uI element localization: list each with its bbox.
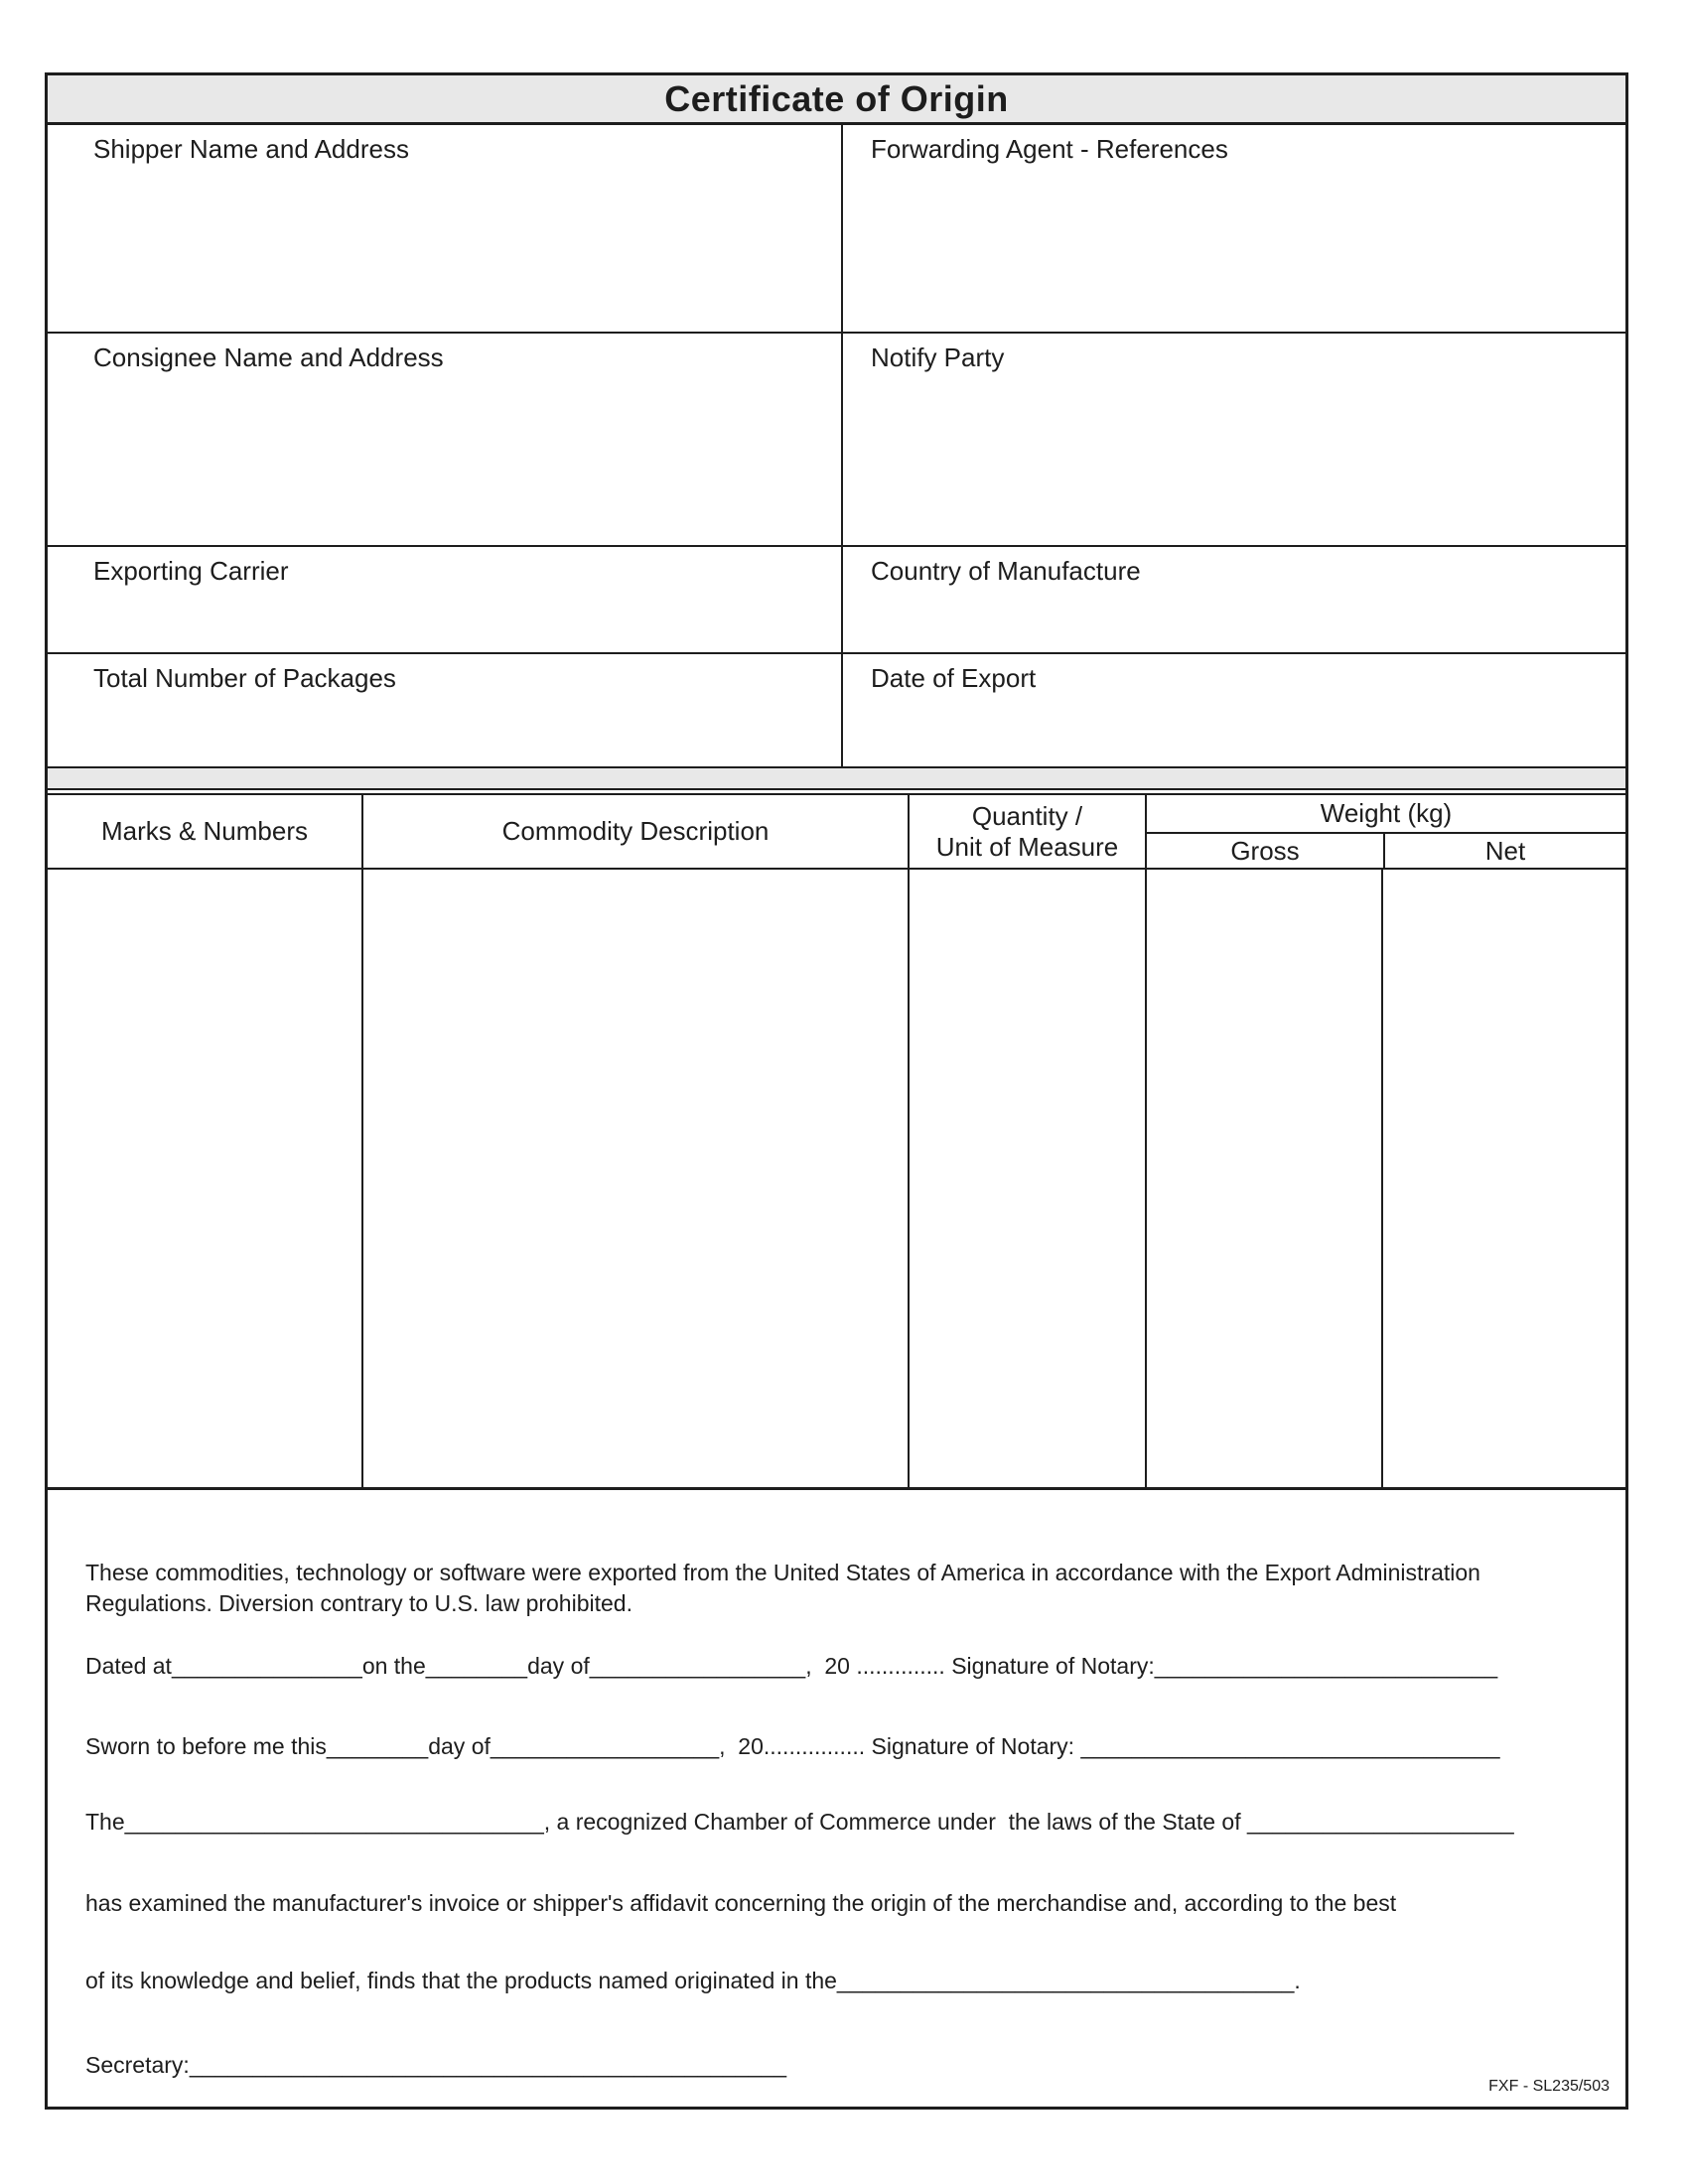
table-body-gross[interactable] xyxy=(1147,870,1383,1490)
dated-notary-line: Dated at_______________on the________day of_________________, 20 .............. Signature of Notary:___________________________ xyxy=(85,1653,1498,1679)
field-notify-party[interactable] xyxy=(843,334,1625,547)
column-header-quantity xyxy=(910,795,1147,870)
commodity-table xyxy=(48,793,1625,1490)
field-forwarding-agent[interactable] xyxy=(843,125,1625,334)
certification-statement-section xyxy=(48,1490,1625,2104)
column-header-weight xyxy=(1147,795,1625,834)
products-origin-line: of its knowledge and belief, finds that the products named originated in the____________________________________. xyxy=(85,1968,1301,1993)
field-total-packages[interactable] xyxy=(48,654,843,768)
field-country-of-manufacture-label: Country of Manufacture xyxy=(871,556,1141,586)
column-header-quantity-line2: Unit of Measure xyxy=(935,831,1119,862)
field-consignee-label: Consignee Name and Address xyxy=(93,342,444,372)
column-header-quantity-line1: Quantity / xyxy=(971,800,1083,831)
chamber-of-commerce-line: The_________________________________, a recognized Chamber of Commerce under the laws of the State of _____________________ xyxy=(85,1809,1514,1835)
separator-band xyxy=(48,768,1625,790)
field-forwarding-agent-label: Forwarding Agent - References xyxy=(871,134,1228,164)
field-date-of-export[interactable] xyxy=(843,654,1625,768)
column-header-description-label: Commodity Description xyxy=(501,816,770,846)
top-fields-grid xyxy=(48,125,1625,768)
table-body-description[interactable] xyxy=(363,870,910,1490)
field-date-of-export-label: Date of Export xyxy=(871,663,1037,693)
column-header-gross xyxy=(1147,834,1385,868)
field-exporting-carrier[interactable] xyxy=(48,547,843,654)
field-total-packages-label: Total Number of Packages xyxy=(93,663,396,693)
form-title: Certificate of Origin xyxy=(664,77,1009,119)
form-title-bar xyxy=(48,75,1625,125)
field-shipper[interactable] xyxy=(48,125,843,334)
field-exporting-carrier-label: Exporting Carrier xyxy=(93,556,289,586)
secretary-signature-line: Secretary:_______________________________________________ xyxy=(85,2052,787,2078)
field-country-of-manufacture[interactable] xyxy=(843,547,1625,654)
field-consignee[interactable] xyxy=(48,334,843,547)
column-header-description xyxy=(363,795,910,870)
column-header-marks xyxy=(48,795,363,870)
examined-invoice-line: has examined the manufacturer's invoice or shipper's affidavit concerning the origin of the merchandise and, according to the best xyxy=(85,1890,1397,1916)
column-header-marks-label: Marks & Numbers xyxy=(100,816,309,846)
field-notify-party-label: Notify Party xyxy=(871,342,1005,372)
field-shipper-label: Shipper Name and Address xyxy=(93,134,409,164)
certificate-of-origin-form xyxy=(45,72,1628,2110)
column-header-gross-label: Gross xyxy=(1230,835,1300,866)
column-header-net xyxy=(1385,834,1625,868)
export-regulations-paragraph: These commodities, technology or software were exported from the United States of America in accordance with the Export Administration Regulations. Diversion contrary to U.S. law prohibited. xyxy=(85,1560,1480,1616)
column-header-weight-label: Weight (kg) xyxy=(1320,798,1453,828)
sworn-notary-line: Sworn to before me this________day of__________________, 20................ Signature of Notary: _________________________________ xyxy=(85,1733,1500,1759)
form-number: FXF - SL235/503 xyxy=(1488,2078,1610,2095)
table-body-net[interactable] xyxy=(1383,870,1625,1490)
column-header-net-label: Net xyxy=(1484,835,1526,866)
table-body-marks[interactable] xyxy=(48,870,363,1490)
weight-subheader-row xyxy=(1147,834,1625,868)
column-header-weight-group xyxy=(1147,795,1625,870)
table-body-quantity[interactable] xyxy=(910,870,1147,1490)
